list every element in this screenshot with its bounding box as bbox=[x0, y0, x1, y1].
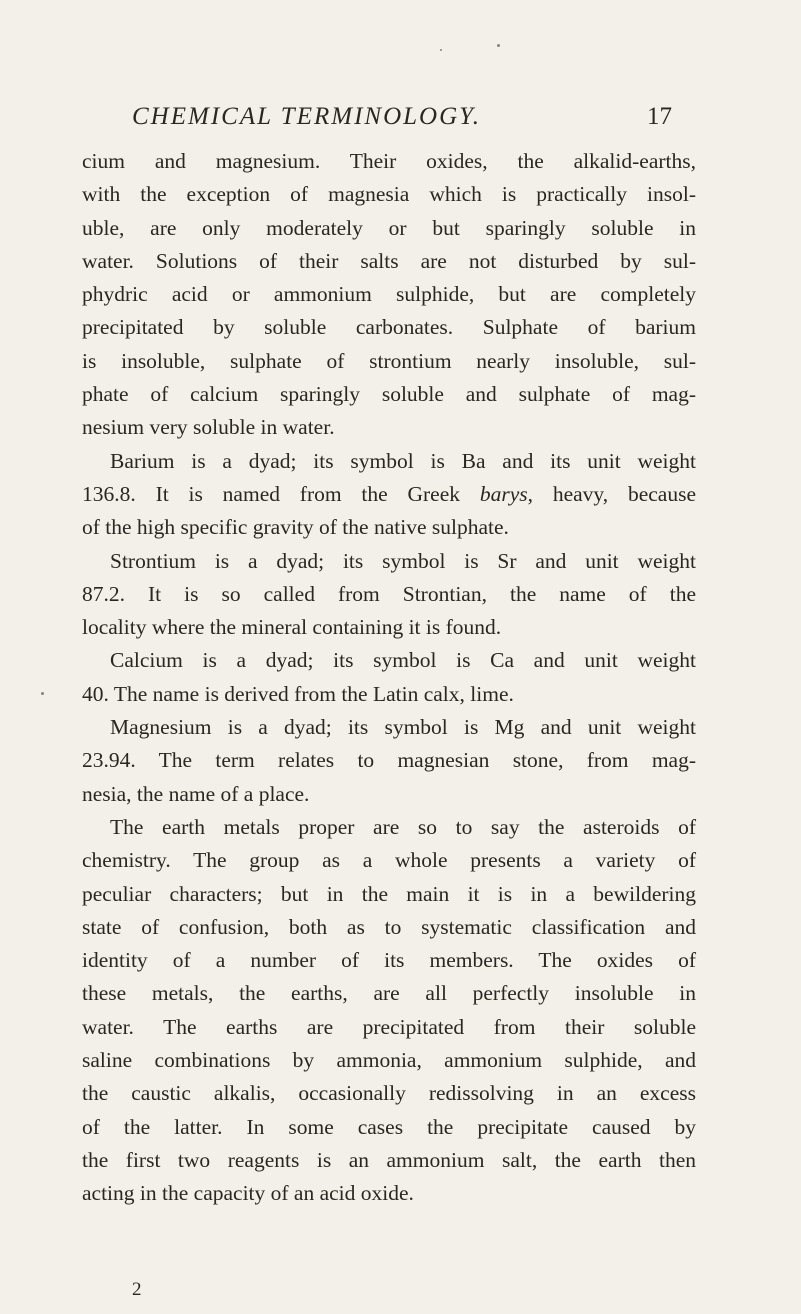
signature-mark: 2 bbox=[132, 1279, 142, 1300]
text-line: the caustic alkalis, occasionally redissolving in an excess bbox=[82, 1081, 696, 1106]
text-line: 87.2. It is so called from Strontian, the name of the bbox=[82, 581, 696, 606]
text-line: nesium very soluble in water. bbox=[82, 415, 335, 440]
text-line: 23.94. The term relates to magnesian stone, from mag- bbox=[82, 748, 696, 773]
text-line: Barium is a dyad; its symbol is Ba and its unit weight bbox=[110, 448, 696, 473]
text-line: phydric acid or ammonium sulphide, but are completely bbox=[82, 282, 696, 307]
text-line: Strontium is a dyad; its symbol is Sr and unit weight bbox=[110, 548, 696, 573]
text-line: with the exception of magnesia which is practically insol- bbox=[82, 182, 696, 207]
text-line: nesia, the name of a place. bbox=[82, 781, 310, 806]
text-line: peculiar characters; but in the main it is in a bewildering bbox=[82, 881, 696, 906]
text-line: The earth metals proper are so to say the asteroids of bbox=[110, 814, 696, 839]
text-line: of the latter. In some cases the precipitate caused by bbox=[82, 1114, 696, 1139]
text-line: Magnesium is a dyad; its symbol is Mg and unit weight bbox=[110, 715, 696, 740]
running-head: CHEMICAL TERMINOLOGY. bbox=[132, 103, 481, 130]
text-line: precipitated by soluble carbonates. Sulphate of barium bbox=[82, 315, 696, 340]
text-line: acting in the capacity of an acid oxide. bbox=[82, 1181, 414, 1206]
text-line: chemistry. The group as a whole presents a variety of bbox=[82, 848, 696, 873]
text-line: saline combinations by ammonia, ammonium sulphide, and bbox=[82, 1048, 696, 1073]
paper-speck bbox=[41, 692, 44, 695]
text-line: state of confusion, both as to systematic classification and bbox=[82, 914, 696, 939]
paper-speck bbox=[440, 49, 442, 51]
page-number: 17 bbox=[647, 103, 672, 130]
text-line: these metals, the earths, are all perfectly insoluble in bbox=[82, 981, 696, 1006]
text-line: locality where the mineral containing it is found. bbox=[82, 615, 502, 640]
text-line: phate of calcium sparingly soluble and sulphate of mag- bbox=[82, 382, 696, 407]
text-line: water. The earths are precipitated from their soluble bbox=[82, 1014, 696, 1039]
page-header bbox=[132, 103, 672, 133]
text-line: 136.8. It is named from the Greek barys, heavy, because bbox=[82, 481, 696, 506]
text-line: the first two reagents is an ammonium salt, the earth then bbox=[82, 1147, 696, 1172]
text-line: identity of a number of its members. The oxides of bbox=[82, 948, 696, 973]
text-line: Calcium is a dyad; its symbol is Ca and unit weight bbox=[110, 648, 696, 673]
text-line: uble, are only moderately or but sparingly soluble in bbox=[82, 215, 696, 240]
paper-speck bbox=[497, 44, 500, 47]
text-line: of the high specific gravity of the native sulphate. bbox=[82, 515, 509, 540]
text-line: water. Solutions of their salts are not disturbed by sul- bbox=[82, 248, 696, 273]
body-text bbox=[82, 145, 696, 1211]
text-line: 40. The name is derived from the Latin calx, lime. bbox=[82, 681, 514, 706]
text-line: cium and magnesium. Their oxides, the alkalid-earths, bbox=[82, 149, 696, 173]
text-line: is insoluble, sulphate of strontium nearly insoluble, sul- bbox=[82, 348, 696, 373]
